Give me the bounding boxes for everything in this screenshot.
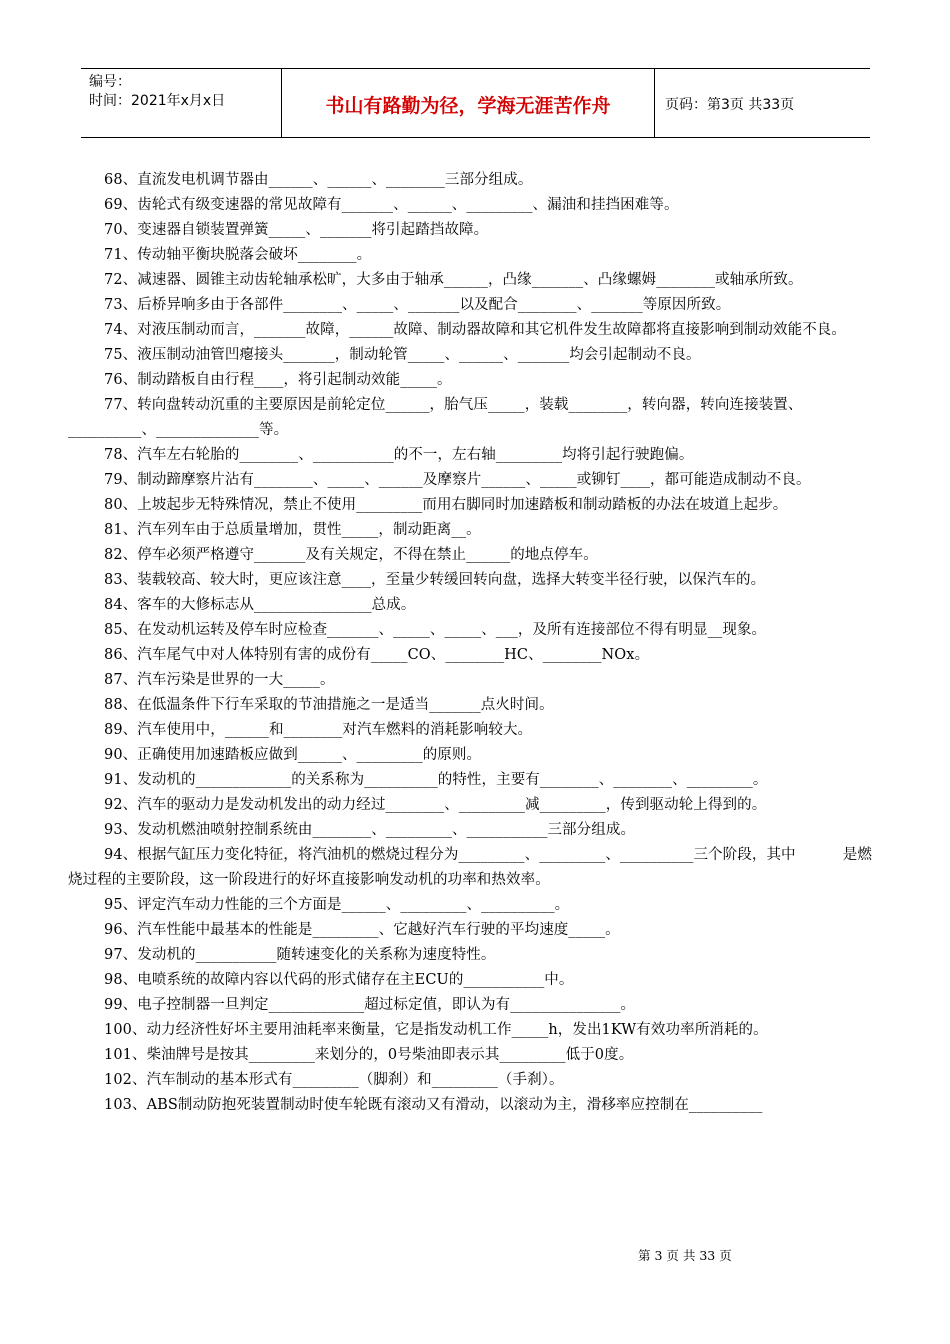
- question-96: 96、汽车性能中最基本的性能是_________、它越好汽车行驶的平均速度_____。: [104, 922, 620, 938]
- question-68: 68、直流发电机调节器由______、______、________三部分组成。: [104, 172, 533, 188]
- question-70: 70、变速器自锁装置弹簧_____、_______将引起踏挡故障。: [104, 222, 489, 238]
- question-94: 94、根据气缸压力变化特征，将汽油机的燃烧过程分为_________、_________、__________三个阶段，其中 是燃烧过程的主要阶段，这一阶段进行的好坏直接影响发动机的功率和热效率。: [68, 847, 872, 888]
- question-91: 91、发动机的_____________的关系称为__________的特性，主要有________、________、_________。: [104, 772, 768, 788]
- question-93: 93、发动机燃油喷射控制系统由________、_________、___________三部分组成。: [104, 822, 636, 838]
- question-73: 73、后桥异响多由于各部件________、_____、_______以及配合________、_______等原因所致。: [104, 297, 731, 313]
- question-101: 101、柴油牌号是按其_________来划分的，0号柴油即表示其_________低于0度。: [104, 1047, 634, 1063]
- question-list: [68, 168, 882, 1118]
- question-71: 71、传动轴平衡块脱落会破坏________。: [104, 247, 372, 263]
- header-page-cell: [655, 69, 870, 137]
- question-76: 76、制动踏板自由行程____，将引起制动效能_____。: [104, 372, 452, 388]
- question-90: 90、正确使用加速踏板应做到______、_________的原则。: [104, 747, 482, 763]
- question-88: 88、在低温条件下行车采取的节油措施之一是适当_______点火时间。: [104, 697, 554, 713]
- question-95: 95、评定汽车动力性能的三个方面是______、_________、__________。: [104, 897, 570, 913]
- time-label: 时间：2021年x月x日: [89, 93, 226, 109]
- question-82: 82、停车必须严格遵守_______及有关规定，不得在禁止______的地点停车。: [104, 547, 598, 563]
- motto: 书山有路勤为径，学海无涯苦作舟: [325, 95, 611, 117]
- question-74: 74、对液压制动而言，_______故障，______故障、制动器故障和其它机件发生故障都将直接影响到制动效能不良。: [104, 322, 846, 338]
- question-99: 99、电子控制器一旦判定_____________超过标定值，即认为有_______________。: [104, 997, 636, 1013]
- question-77: 77、转向盘转动沉重的主要原因是前轮定位______，胎气压_____，装载________，转向器，转向连接装置、__________、______________等。: [68, 397, 803, 438]
- question-102: 102、汽车制动的基本形式有_________（脚刹）和_________（手刹）。: [104, 1072, 564, 1088]
- header-motto-cell: [281, 69, 655, 137]
- page-header: [81, 68, 870, 138]
- page-label: 页码：第3页 共33页: [665, 97, 795, 113]
- question-72: 72、减速器、圆锥主动齿轮轴承松旷，大多由于轴承______，凸缘_______、凸缘螺姆________或轴承所致。: [104, 272, 803, 288]
- question-87: 87、汽车污染是世界的一大_____。: [104, 672, 335, 688]
- question-85: 85、在发动机运转及停车时应检查_______、_____、_____、___，及所有连接部位不得有明显__现象。: [104, 622, 767, 638]
- header-meta: [81, 69, 281, 137]
- question-98: 98、电喷系统的故障内容以代码的形式储存在主ECU的___________中。: [104, 972, 574, 988]
- question-78: 78、汽车左右轮胎的________、___________的不一，左右轴_________均将引起行驶跑偏。: [104, 447, 694, 463]
- question-75: 75、液压制动油管凹瘪接头_______，制动轮管_____、______、_______均会引起制动不良。: [104, 347, 701, 363]
- code-label: 编号：: [89, 74, 131, 90]
- question-81: 81、汽车列车由于总质量增加，贯性_____，制动距离__。: [104, 522, 481, 538]
- question-79: 79、制动蹄摩察片沾有________、_____、______及摩察片______、_____或铆钉____，都可能造成制动不良。: [104, 472, 811, 488]
- question-86: 86、汽车尾气中对人体特别有害的成份有_____CO、________HC、________NOx。: [104, 647, 650, 663]
- question-83: 83、装载较高、较大时，更应该注意____，至量少转缓回转向盘，选择大转变半径行驶，以保汽车的。: [104, 572, 766, 588]
- question-69: 69、齿轮式有级变速器的常见故障有_______、______、_________、漏油和挂挡困难等。: [104, 197, 679, 213]
- question-92: 92、汽车的驱动力是发动机发出的动力经过________、_________减_________，传到驱动轮上得到的。: [104, 797, 767, 813]
- question-100: 100、动力经济性好坏主要用油耗率来衡量，它是指发动机工作_____h，发出1KW有效功率所消耗的。: [104, 1022, 768, 1038]
- question-89: 89、汽车使用中，______和________对汽车燃料的消耗影响较大。: [104, 722, 533, 738]
- question-103: 103、ABS制动防抱死装置制动时使车轮既有滚动又有滑动，以滚动为主，滑移率应控制在__________: [104, 1097, 763, 1113]
- question-80: 80、上坡起步无特殊情况，禁止不使用_________而用右脚同时加速踏板和制动踏板的办法在坡道上起步。: [104, 497, 788, 513]
- page-footer: 第 3 页 共 33 页: [638, 1248, 732, 1263]
- question-97: 97、发动机的___________随转速变化的关系称为速度特性。: [104, 947, 496, 963]
- question-84: 84、客车的大修标志从________________总成。: [104, 597, 416, 613]
